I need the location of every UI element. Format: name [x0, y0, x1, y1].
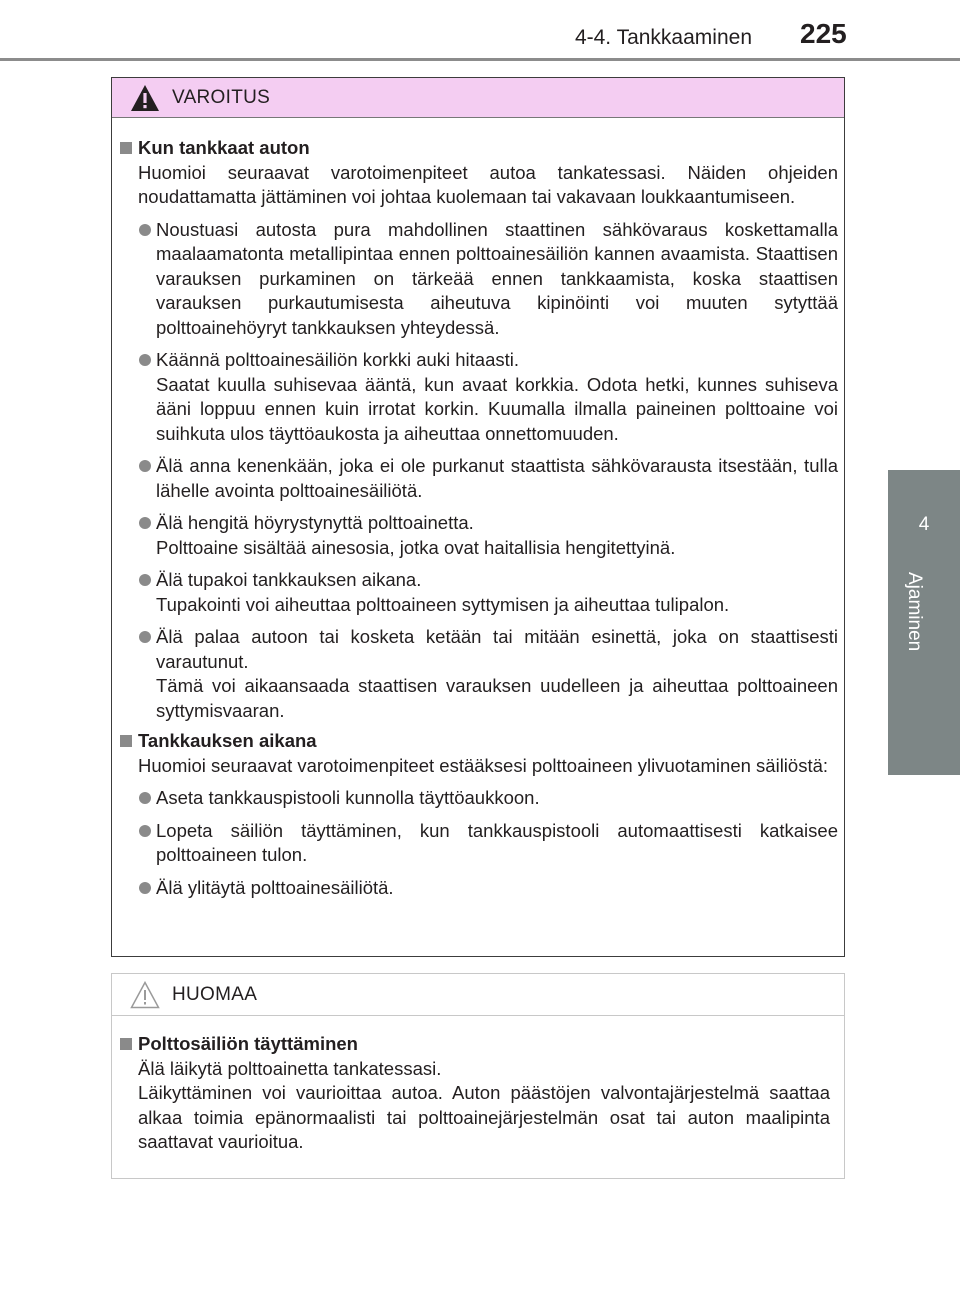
notice-label: HUOMAA — [172, 984, 258, 1005]
section-heading — [120, 1032, 838, 1057]
list-item-text: Älä palaa autoon tai kosketa ketään tai mitään esinettä, joka on staattisesti varautunut. — [156, 626, 838, 672]
list-item — [120, 454, 838, 503]
bullet-dot-icon — [139, 631, 151, 643]
list-item-text: Tämä voi aikaansaada staattisen varauksen uudelleen ja aiheuttaa polttoaineen syttymisvaaran. — [156, 675, 838, 721]
notice-content — [112, 1016, 844, 1155]
page-number: 225 — [800, 18, 847, 49]
section-heading-text: Kun tankkaat auton — [138, 137, 310, 158]
bullet-dot-icon — [139, 792, 151, 804]
chapter-label: Ajaminen — [904, 572, 925, 652]
section-heading-text: Polttosäiliön täyttäminen — [138, 1033, 358, 1054]
list-item-text: Polttoaine sisältää ainesosia, jotka ovat haitallisia hengitettyinä. — [156, 536, 676, 558]
list-item — [120, 876, 838, 901]
notice-triangle-icon — [130, 981, 160, 1009]
paragraph-line: Älä läikytä polttoainetta tankatessasi. — [138, 1057, 442, 1079]
square-bullet-icon — [120, 1038, 132, 1050]
notice-box — [111, 973, 845, 1179]
square-bullet-icon — [120, 142, 132, 154]
list-item — [120, 819, 838, 868]
bullet-dot-icon — [139, 882, 151, 894]
list-item-text: Tupakointi voi aiheuttaa polttoaineen syttymisen ja aiheuttaa tulipalon. — [156, 593, 730, 615]
paragraph: Huomioi seuraavat varotoimenpiteet autoa tankatessasi. Näiden ohjeiden noudattamatta jättäminen voi johtaa kuolemaan tai vakavaan loukkaantumiseen. — [138, 161, 838, 207]
bullet-dot-icon — [139, 825, 151, 837]
warning-box — [111, 77, 845, 957]
chapter-number: 4 — [918, 514, 930, 535]
list-item-text: Älä tupakoi tankkauksen aikana. — [156, 569, 422, 590]
list-item — [120, 625, 838, 723]
section-title: 4-4. Tankkaaminen — [574, 26, 752, 49]
warning-content — [112, 118, 844, 900]
bullet-dot-icon — [139, 224, 151, 236]
bullet-dot-icon — [139, 574, 151, 586]
paragraph-line: Läikyttäminen voi vaurioittaa autoa. Auton päästöjen valvontajärjestelmä saattaa alkaa toimia epänormaalisti tai polttoainejärjestelmän osat tai auton maalipinta saattavat vaurioitua. — [138, 1082, 830, 1152]
warning-label: VAROITUS — [172, 87, 271, 108]
square-bullet-icon — [120, 735, 132, 747]
section-heading — [120, 136, 838, 161]
list-item — [120, 511, 838, 560]
list-item-text: Aseta tankkauspistooli kunnolla täyttöaukkoon. — [156, 787, 540, 808]
list-item — [120, 568, 838, 617]
notice-section — [120, 1032, 838, 1155]
section-heading — [120, 729, 838, 754]
list-item-text: Käännä polttoainesäiliön korkki auki hitaasti. — [156, 349, 520, 370]
header-rule — [0, 58, 960, 61]
list-item-text: Noustuasi autosta pura mahdollinen staattinen sähkövaraus koskettamalla maalaamatonta metallipintaa ennen polttoainesäiliön kannen avaamista. Staattisen varauksen purkaminen on tärkeää ennen tankkaamista, koska staattisen varauksen purkautumisesta aiheutuva kipinöinti voi muuten sytyttää polttoainehöyryt tankkauksen yhteydessä. — [156, 218, 838, 338]
warning-triangle-icon — [130, 84, 160, 112]
notice-header — [112, 974, 844, 1016]
warning-section — [120, 136, 838, 723]
list-item-text: Saatat kuulla suhisevaa ääntä, kun avaat korkkia. Odota hetki, kunnes suhiseva ääni loppuu ennen kuin irrotat korkin. Kuumalla ilmalla paineinen polttoaine voi suihkuta ulos täyttöaukosta ja aiheuttaa onnettomuuden. — [156, 373, 838, 444]
warning-section — [120, 729, 838, 900]
chapter-tab-label-wrap — [893, 572, 943, 680]
list-item — [120, 218, 838, 341]
list-item-text: Älä anna kenenkään, joka ei ole purkanut staattista sähkövarausta itsestään, tulla lähelle avointa polttoainesäiliötä. — [156, 455, 838, 501]
bullet-dot-icon — [139, 354, 151, 366]
paragraph — [120, 1057, 838, 1155]
bullet-dot-icon — [139, 517, 151, 529]
bullet-dot-icon — [139, 460, 151, 472]
list-item-text: Lopeta säiliön täyttäminen, kun tankkauspistooli automaattisesti katkaisee polttoaineen tulon. — [156, 819, 838, 865]
paragraph: Huomioi seuraavat varotoimenpiteet estääksesi polttoaineen ylivuotaminen säiliöstä: — [138, 754, 829, 776]
list-item — [120, 786, 838, 811]
list-item — [120, 348, 838, 446]
list-item-text: Älä hengitä höyrystynyttä polttoainetta. — [156, 512, 474, 533]
warning-header — [112, 78, 844, 118]
list-item-text: Älä ylitäytä polttoainesäiliötä. — [156, 876, 394, 898]
section-heading-text: Tankkauksen aikana — [138, 730, 317, 751]
